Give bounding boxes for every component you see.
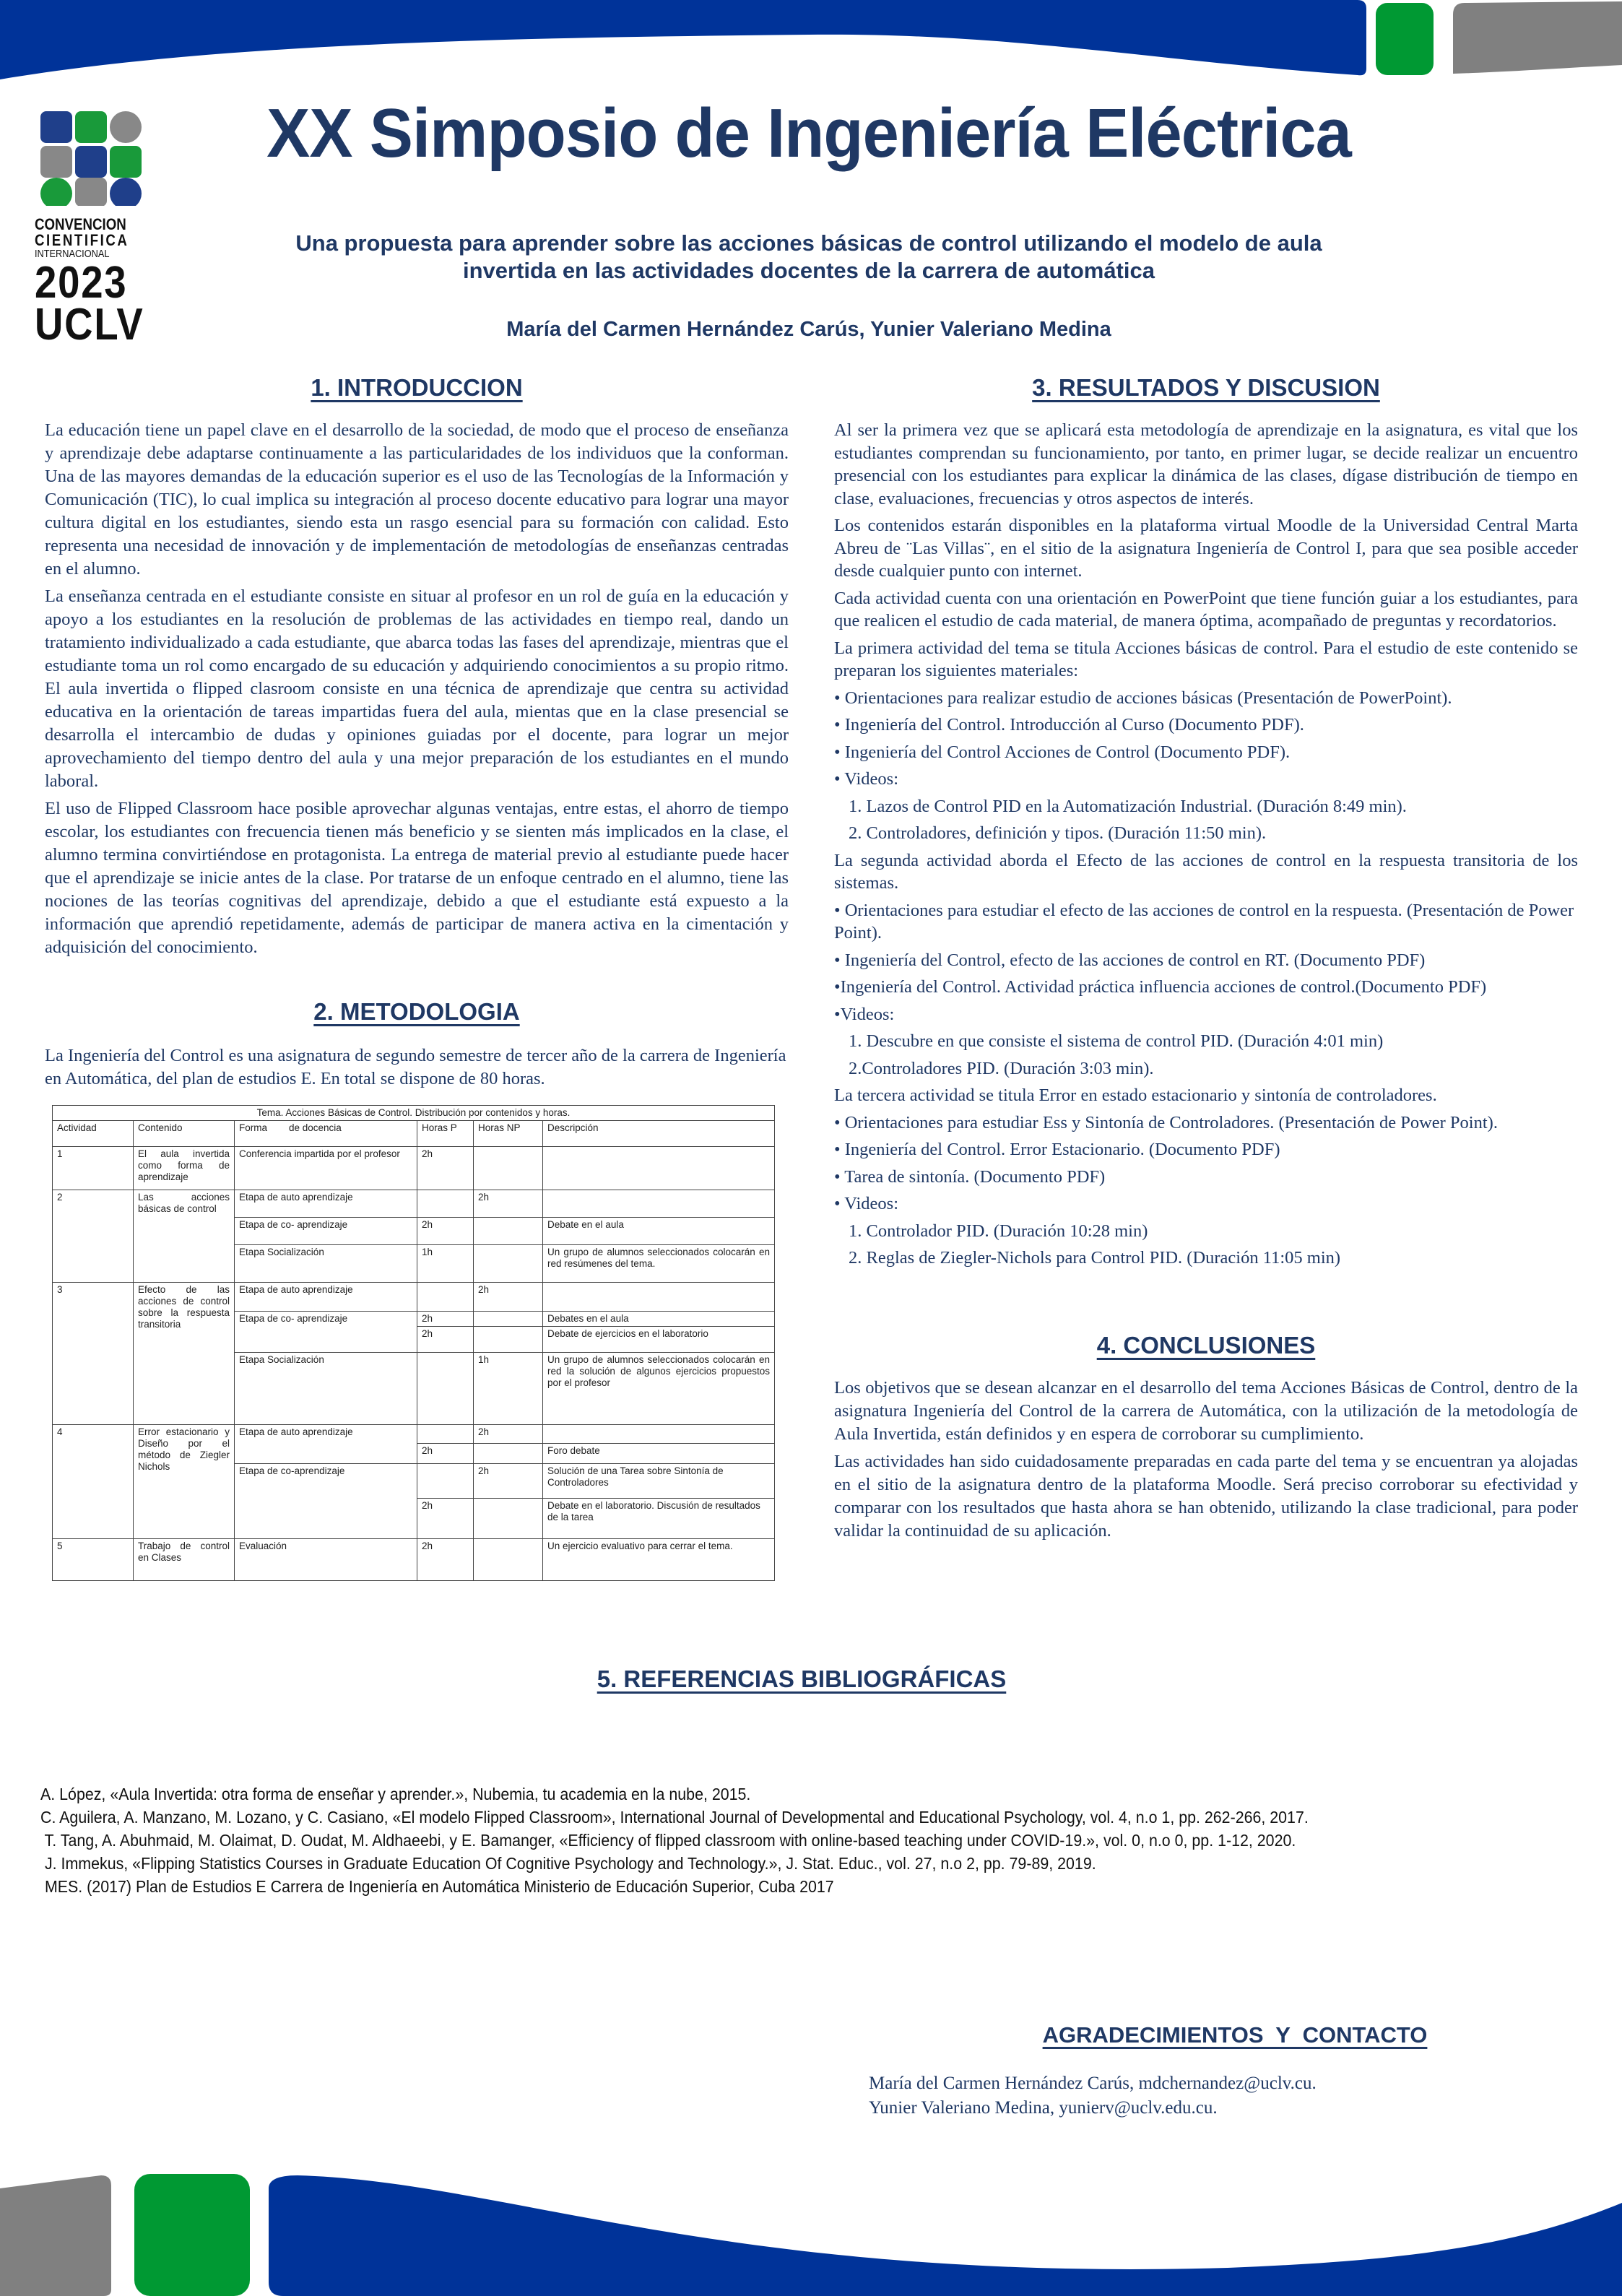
column-header: Forma de docencia	[235, 1121, 417, 1147]
metodologia-paragraph: La Ingeniería del Control es una asignatura de segundo semestre de tercer año de la carrera de Ingeniería en Automática, del plan de estudios E. En total se dispone de 80 horas.	[45, 1046, 786, 1088]
cell-actividad: 1	[53, 1147, 134, 1190]
reference-item: J. Immekus, «Flipping Statistics Courses in Graduate Education Of Cognitive Psychology and Technology.», J. Stat. Educ., vol. 27, n.o 2, pp. 79-89, 2019.	[40, 1854, 1096, 1873]
cell-actividad: 2	[53, 1190, 134, 1283]
cell-horas-p: 2h	[417, 1499, 474, 1539]
resultados-paragraph: La segunda actividad aborda el Efecto de las acciones de control en la respuesta transitoria de los sistemas.	[834, 850, 1578, 893]
cell-horas-np	[474, 1245, 543, 1283]
resultados-paragraph: Cada actividad cuenta con una orientación en PowerPoint que tiene función guiar a los estudiantes, para que realicen el estudio de cada material, de manera óptima, acompañado de preguntas y recordatorios.	[834, 588, 1578, 631]
reference-item: T. Tang, A. Abuhmaid, M. Olaimat, D. Oudat, M. Aldhaeebi, y E. Bamanger, «Efficiency of flipped classroom with online-based teaching under COVID-19.», vol. 0, n.o 0, pp. 1-12, 2020.	[40, 1831, 1296, 1850]
column-header: Horas P	[417, 1121, 474, 1147]
material-item: • Videos:	[834, 1194, 899, 1213]
cell-descripcion: Un grupo de alumnos seleccionados colocarán en red resúmenes del tema.	[543, 1245, 775, 1283]
conclusiones-body	[834, 1377, 1578, 1547]
cell-contenido: El aula invertida como forma de aprendizaje	[134, 1147, 235, 1190]
conclusiones-paragraph: Los objetivos que se desean alcanzar en el desarrollo del tema Acciones Básicas de Control, dentro de la asignatura Ingeniería del Control de la carrera de Automática, con la utilización de la metodología de Aula Invertida, están definidos y en espera de corroborar su cumplimiento.	[834, 1378, 1578, 1444]
logo-line3: INTERNACIONAL	[35, 248, 110, 260]
cell-descripcion	[543, 1425, 775, 1444]
logo-org: UCLV	[35, 300, 144, 350]
cell-horas-np	[474, 1444, 543, 1464]
metodologia-body	[45, 1044, 789, 1095]
resultados-paragraph: Al ser la primera vez que se aplicará esta metodología de aprendizaje en la asignatura, es vital que los estudiantes comprendan su funcionamiento, por tanto, en primer lugar, se decide realizar un encuentro presencial con los estudiantes para explicar la dinámica de las clases, dígase distribución de tiempo en clase, evaluaciones, frecuencias y otros aspectos de interés.	[834, 420, 1578, 508]
cell-horas-np: 2h	[474, 1190, 543, 1218]
cell-horas-np	[474, 1499, 543, 1539]
cell-horas-p: 2h	[417, 1327, 474, 1353]
poster-title: XX Simposio de Ingeniería Eléctrica	[266, 95, 1351, 172]
contact-list	[869, 2071, 1317, 2120]
cell-contenido: Trabajo de control en Clases	[134, 1539, 235, 1581]
video-item: 2. Reglas de Ziegler-Nichols para Control PID. (Duración 11:05 min)	[849, 1248, 1341, 1268]
cell-descripcion: Solución de una Tarea sobre Sintonía de Controladores	[543, 1464, 775, 1499]
reference-item: A. López, «Aula Invertida: otra forma de enseñar y aprender.», Nubemia, tu academia en la nube, 2015.	[40, 1785, 751, 1803]
cell-descripcion: Debate de ejercicios en el laboratorio	[543, 1327, 775, 1353]
cell-descripcion: Debate en el laboratorio. Discusión de resultados de la tarea	[543, 1499, 775, 1539]
material-item: • Orientaciones para estudiar el efecto de las acciones de control en la respuesta. (Presentación de Power Point).	[834, 900, 1574, 943]
cell-contenido: Las acciones básicas de control	[134, 1190, 235, 1283]
material-item: • Ingeniería del Control. Error Estacionario. (Documento PDF)	[834, 1140, 1280, 1159]
material-item: • Tarea de sintonía. (Documento PDF)	[834, 1166, 1106, 1187]
references-list	[40, 1782, 1309, 1898]
poster-authors: María del Carmen Hernández Carús, Yunier Valeriano Medina	[506, 318, 1111, 341]
cell-forma: Etapa de co- aprendizaje	[235, 1218, 417, 1245]
cell-horas-p	[417, 1283, 474, 1312]
logo-line2: CIENTIFICA	[35, 231, 129, 249]
cell-forma: Etapa Socialización	[235, 1245, 417, 1283]
intro-paragraph: La educación tiene un papel clave en el desarrollo de la sociedad, de modo que el proceso de enseñanza y aprendizaje debe adaptarse continuamente a las particularidades de los individuos que la conforman. Una de las mayores demandas de la educación superior es el uso de las Tecnologías de la Información y Comunicación (TIC), lo cual implica su integración al proceso docente educativo para lograr una mayor cultura digital en los estudiantes, siendo esta un rasgo esencial para su formación con calidad. Esto representa una necesidad de innovación y de implementación de metodologías de enseñanzas centradas en el alumno.	[45, 420, 789, 579]
cell-horas-p	[417, 1464, 474, 1499]
logo-line1: CONVENCION	[35, 215, 126, 233]
cell-forma: Etapa de auto aprendizaje	[235, 1283, 417, 1312]
cell-horas-np	[474, 1218, 543, 1245]
video-item: 1. Controlador PID. (Duración 10:28 min)	[849, 1221, 1148, 1241]
cell-forma: Etapa de auto aprendizaje	[235, 1190, 417, 1218]
table-caption: Tema. Acciones Básicas de Control. Distribución por contenidos y horas.	[53, 1106, 775, 1121]
cell-horas-p: 1h	[417, 1245, 474, 1283]
cell-forma: Etapa de co- aprendizaje	[235, 1312, 417, 1353]
cell-horas-p: 2h	[417, 1218, 474, 1245]
contact-line: María del Carmen Hernández Carús, mdchernandez@uclv.cu.	[869, 2074, 1317, 2093]
section-title-referencias: 5. REFERENCIAS BIBLIOGRÁFICAS	[597, 1665, 1007, 1692]
cell-descripcion: Un ejercicio evaluativo para cerrar el tema.	[543, 1539, 775, 1581]
table-row	[53, 1190, 775, 1218]
cell-actividad: 4	[53, 1425, 134, 1539]
top-wave-banner	[0, 0, 1622, 94]
cell-horas-np: 2h	[474, 1464, 543, 1499]
material-item: •Videos:	[834, 1004, 895, 1024]
cell-contenido: Efecto de las acciones de control sobre la respuesta transitoria	[134, 1283, 235, 1425]
bottom-wave-banner	[0, 2174, 1622, 2296]
cell-horas-np	[474, 1327, 543, 1353]
section-title-metodologia: 2. METODOLOGIA	[313, 998, 520, 1025]
intro-paragraph: El uso de Flipped Classroom hace posible aprovechar algunas ventajas, entre estas, el ahorro de tiempo escolar, los estudiantes con frecuencia tienen más beneficio y se sienten más implicados en la clase, el alumno termina convirtiéndose en protagonista. La entrega de material previo al estudiante puede hacer que el aprendizaje se inicie antes de la clase. Por tratarse de un enfoque centrado en el alumno, tiene las nociones de las teorías cognitivas del aprendizaje, debido a que el estudiante está expuesto a la información que aprendió repetidamente, además de participar de manera activa en la cimentación y adquisición del conocimiento.	[45, 799, 789, 957]
cell-forma: Etapa de auto aprendizaje	[235, 1425, 417, 1464]
cell-horas-np	[474, 1539, 543, 1581]
schedule-table	[52, 1105, 775, 1581]
cell-horas-p	[417, 1353, 474, 1425]
video-item: 1. Lazos de Control PID en la Automatización Industrial. (Duración 8:49 min).	[849, 796, 1407, 816]
cell-forma: Evaluación	[235, 1539, 417, 1581]
resultados-paragraph: Los contenidos estarán disponibles en la plataforma virtual Moodle de la Universidad Central Marta Abreu de ¨Las Villas¨, en el sitio de la asignatura Ingeniería de Control I, para que sea posible acceder desde cualquier punto con internet.	[834, 516, 1578, 581]
resultados-body	[834, 419, 1578, 1274]
cell-horas-np	[474, 1312, 543, 1327]
cell-horas-np: 1h	[474, 1353, 543, 1425]
cell-horas-p	[417, 1190, 474, 1218]
cell-forma: Etapa Socialización	[235, 1353, 417, 1425]
resultados-paragraph: La primera actividad del tema se titula Acciones básicas de control. Para el estudio de este contenido se preparan los siguientes materiales:	[834, 638, 1578, 680]
cell-horas-p: 2h	[417, 1147, 474, 1190]
contact-line: Yunier Valeriano Medina, yunierv@uclv.edu.cu.	[869, 2098, 1218, 2118]
table-row	[53, 1539, 775, 1581]
section-title-introduccion: 1. INTRODUCCION	[311, 374, 523, 401]
subtitle-line1: Una propuesta para aprender sobre las acciones básicas de control utilizando el modelo de aula	[295, 230, 1322, 256]
section-title-contacto: AGRADECIMIENTOS Y CONTACTO	[1042, 2022, 1428, 2048]
cell-horas-p	[417, 1425, 474, 1444]
cell-horas-p: 2h	[417, 1444, 474, 1464]
conference-logo	[35, 108, 144, 350]
table-caption-row	[53, 1106, 775, 1121]
cell-actividad: 3	[53, 1283, 134, 1425]
logo-year: 2023	[35, 258, 128, 308]
cell-descripcion	[543, 1190, 775, 1218]
subtitle-line2: invertida en las actividades docentes de la carrera de automática	[463, 258, 1155, 283]
cell-descripcion	[543, 1283, 775, 1312]
column-header: Descripción	[543, 1121, 775, 1147]
material-item: • Orientaciones para estudiar Ess y Sintonía de Controladores. (Presentación de Power Point).	[834, 1112, 1498, 1132]
material-item: • Videos:	[834, 769, 899, 789]
cell-descripcion	[543, 1147, 775, 1190]
reference-item: MES. (2017) Plan de Estudios E Carrera de Ingeniería en Automática Ministerio de Educación Superior, Cuba 2017	[40, 1877, 834, 1896]
cell-actividad: 5	[53, 1539, 134, 1581]
conclusiones-paragraph: Las actividades han sido cuidadosamente preparadas en cada parte del tema y se encuentran ya alojadas en el sitio de la asignatura dentro de la plataforma Moodle. Será preciso corroborar su efectividad y comparar con los resultados que hasta ahora se han obtenido, utilizando la clase tradicional, para poder validar la continuidad de su aplicación.	[834, 1452, 1578, 1541]
cell-forma: Conferencia impartida por el profesor	[235, 1147, 417, 1190]
poster-subtitle	[246, 230, 1372, 285]
video-item: 2.Controladores PID. (Duración 3:03 min).	[849, 1058, 1154, 1078]
cell-horas-np	[474, 1147, 543, 1190]
material-item: • Ingeniería del Control, efecto de las acciones de control en RT. (Documento PDF)	[834, 950, 1426, 970]
cell-descripcion: Debate en el aula	[543, 1218, 775, 1245]
column-header: Contenido	[134, 1121, 235, 1147]
cell-descripcion: Debates en el aula	[543, 1312, 775, 1327]
column-header: Horas NP	[474, 1121, 543, 1147]
video-item: 2. Controladores, definición y tipos. (Duración 11:50 min).	[849, 823, 1267, 843]
table-header-row	[53, 1121, 775, 1147]
cell-horas-np: 2h	[474, 1283, 543, 1312]
video-item: 1. Descubre en que consiste el sistema de control PID. (Duración 4:01 min)	[849, 1031, 1384, 1051]
cell-contenido: Error estacionario y Diseño por el método de Ziegler Nichols	[134, 1425, 235, 1539]
reference-item: C. Aguilera, A. Manzano, M. Lozano, y C. Casiano, «El modelo Flipped Classroom», International Journal of Developmental and Educational Psychology, vol. 4, n.o 1, pp. 262-266, 2017.	[40, 1808, 1309, 1827]
cell-forma: Etapa de co-aprendizaje	[235, 1464, 417, 1539]
material-item: • Ingeniería del Control. Introducción al Curso (Documento PDF).	[834, 715, 1304, 735]
logo-mark-icon	[35, 108, 143, 206]
cell-horas-np: 2h	[474, 1425, 543, 1444]
column-header: Actividad	[53, 1121, 134, 1147]
section-title-conclusiones: 4. CONCLUSIONES	[1096, 1332, 1316, 1359]
section-title-resultados: 3. RESULTADOS Y DISCUSION	[1032, 374, 1380, 401]
table-row	[53, 1283, 775, 1312]
cell-descripcion: Un grupo de alumnos seleccionados colocarán en red la solución de algunos ejercicios propuestos por el profesor	[543, 1353, 775, 1425]
table-row	[53, 1425, 775, 1444]
intro-paragraph: La enseñanza centrada en el estudiante consiste en situar al profesor en un rol de guía en la educación y apoyo a los estudiantes en la resolución de problemas de las actividades en tiempo real, dando un tratamiento individualizado a cada estudiante, que abarca todas las fases del aprendizaje, mientras que el estudiante toma un rol como encargado de su educación y adquiriendo conocimientos a su propio ritmo. El aula invertida o flipped clasroom consiste en una técnica de aprendizaje que centra su actividad educativa en la orientación de tareas impartidas fuera del aula, mientas que en la clase presencial se desarrolla el intercambio de dudas y opiniones guiadas por el docente, para lograr un mejor aprovechamiento del tiempo dentro del aula y una mejor preparación de los estudiantes en el mundo laboral.	[45, 586, 789, 791]
resultados-paragraph: La tercera actividad se titula Error en estado estacionario y sintonía de controladores.	[834, 1086, 1437, 1105]
material-item: •Ingeniería del Control. Actividad práctica influencia acciones de control.(Documento PDF)	[834, 977, 1487, 997]
material-item: • Orientaciones para realizar estudio de acciones básicas (Presentación de PowerPoint).	[834, 688, 1452, 708]
introduccion-body	[45, 419, 789, 963]
cell-descripcion: Foro debate	[543, 1444, 775, 1464]
cell-horas-p: 2h	[417, 1539, 474, 1581]
material-item: • Ingeniería del Control Acciones de Control (Documento PDF).	[834, 742, 1291, 762]
cell-horas-p: 2h	[417, 1312, 474, 1327]
table-row	[53, 1147, 775, 1190]
